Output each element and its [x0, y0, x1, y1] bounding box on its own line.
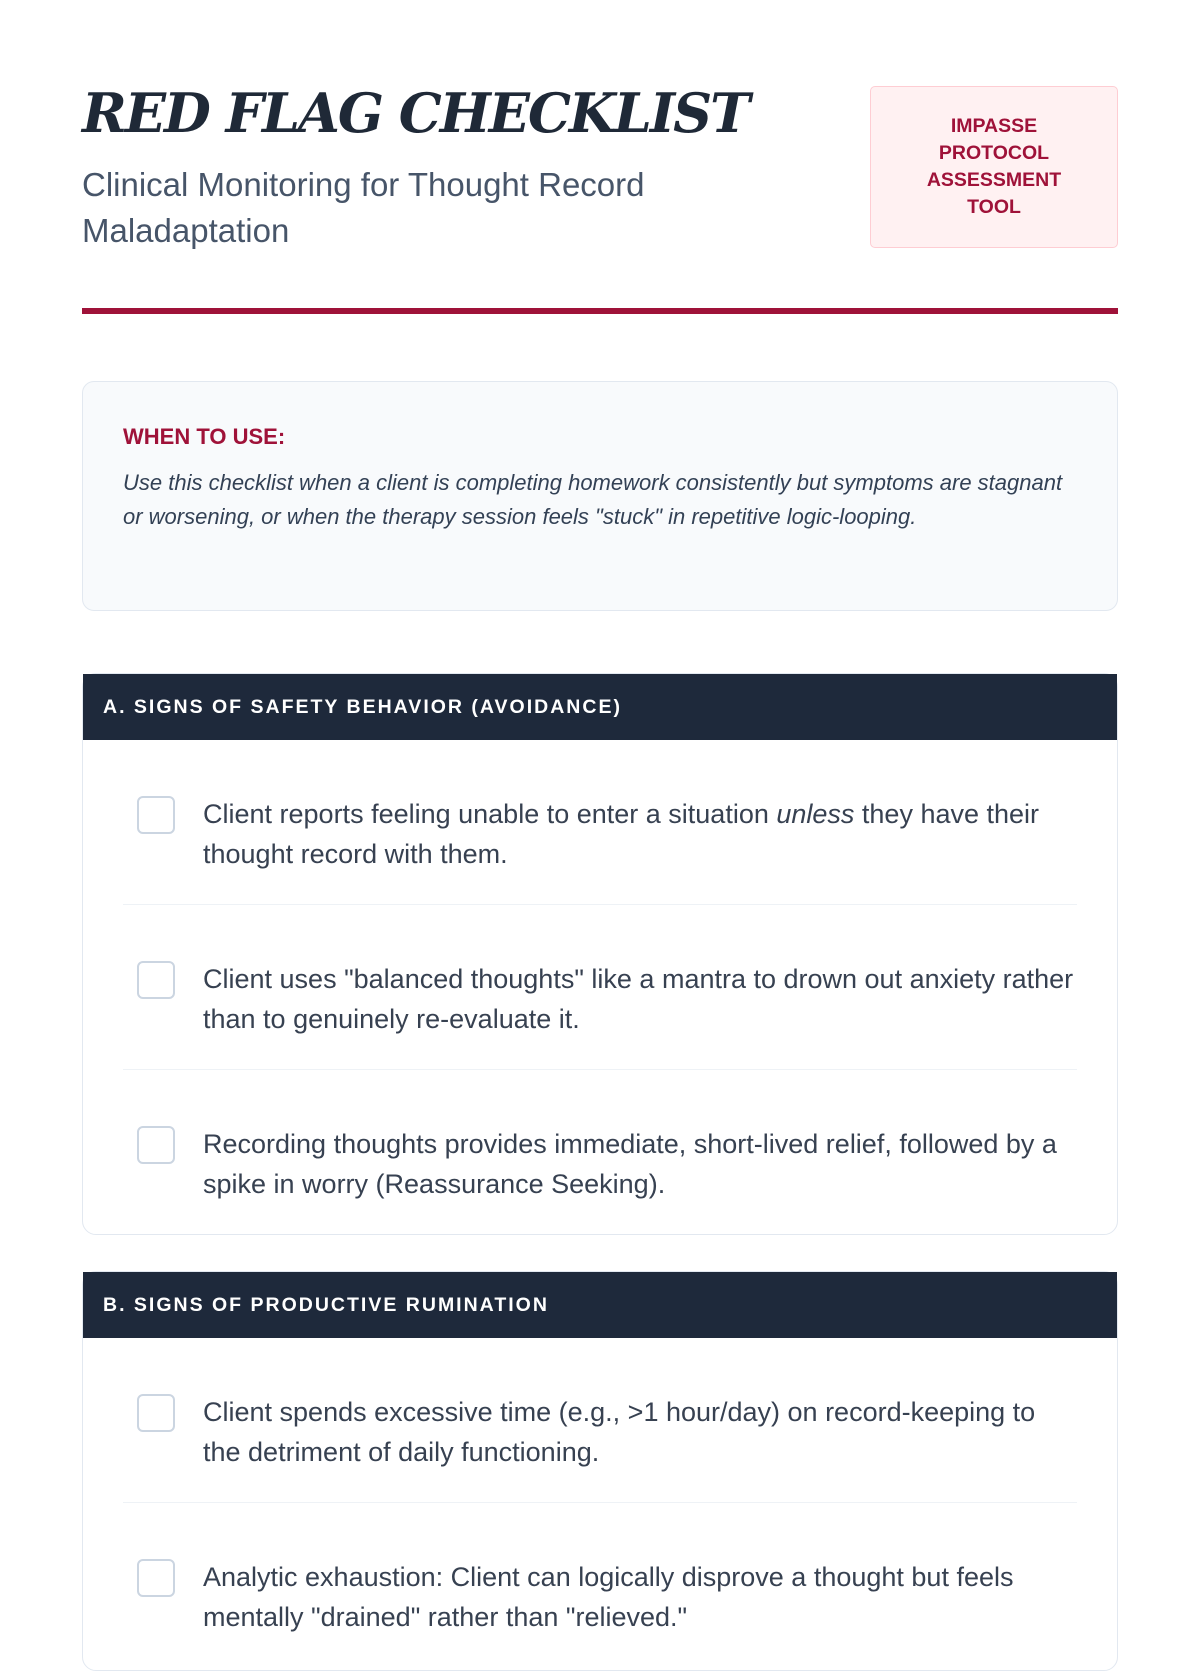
page-subtitle: Clinical Monitoring for Thought Record Maladaptation: [82, 166, 645, 249]
checkbox[interactable]: [137, 796, 175, 834]
header-divider: [82, 308, 1118, 314]
section-heading: A. SIGNS OF SAFETY BEHAVIOR (AVOIDANCE): [83, 674, 1117, 740]
item-text-start: Client reports feeling unable to enter a situation: [203, 799, 777, 829]
when-to-use-text: Use this checklist when a client is completing homework consistently but symptoms are stagnant or worsening, or when the therapy session feels "stuck" in repetitive logic-looping.: [123, 470, 1063, 529]
checkbox[interactable]: [137, 1559, 175, 1597]
item-text-end: they have their thought record with them.: [203, 799, 1040, 869]
section-heading: B. SIGNS OF PRODUCTIVE RUMINATION: [83, 1272, 1117, 1338]
section-safety-behavior: [82, 673, 1118, 1235]
when-to-use-box: [82, 381, 1118, 611]
section-productive-rumination: [82, 1271, 1118, 1671]
page-title: RED FLAG CHECKLIST: [82, 81, 749, 145]
header: [82, 80, 1118, 255]
checklist-item-text: [203, 794, 1077, 874]
checklist-item-text: Analytic exhaustion: Client can logically disprove a thought but feels mentally "drained" rather than "relieved.": [203, 1562, 1014, 1632]
checklist-items: [83, 740, 1117, 1234]
checkbox[interactable]: [137, 1394, 175, 1432]
checklist-item-text: Client uses "balanced thoughts" like a mantra to drown out anxiety rather than to genuinely re-evaluate it.: [203, 964, 1074, 1034]
checklist-item: [123, 905, 1077, 1070]
checklist-item: [123, 1338, 1077, 1503]
protocol-badge-label: IMPASSE PROTOCOL ASSESSMENT TOOL: [926, 115, 1062, 218]
protocol-badge: [870, 86, 1118, 248]
item-text-emphasis: unless: [776, 799, 855, 829]
checklist-item-text: Client spends excessive time (e.g., >1 hour/day) on record-keeping to the detriment of daily functioning.: [203, 1397, 1036, 1467]
checkbox[interactable]: [137, 961, 175, 999]
checklist-item-text: Recording thoughts provides immediate, short-lived relief, followed by a spike in worry (Reassurance Seeking).: [203, 1129, 1057, 1199]
checklist-items: [83, 1338, 1117, 1667]
checkbox[interactable]: [137, 1126, 175, 1164]
checklist-item: [123, 740, 1077, 905]
when-to-use-label: WHEN TO USE:: [123, 424, 286, 449]
checklist-item: [123, 1503, 1077, 1667]
checklist-item: [123, 1070, 1077, 1234]
